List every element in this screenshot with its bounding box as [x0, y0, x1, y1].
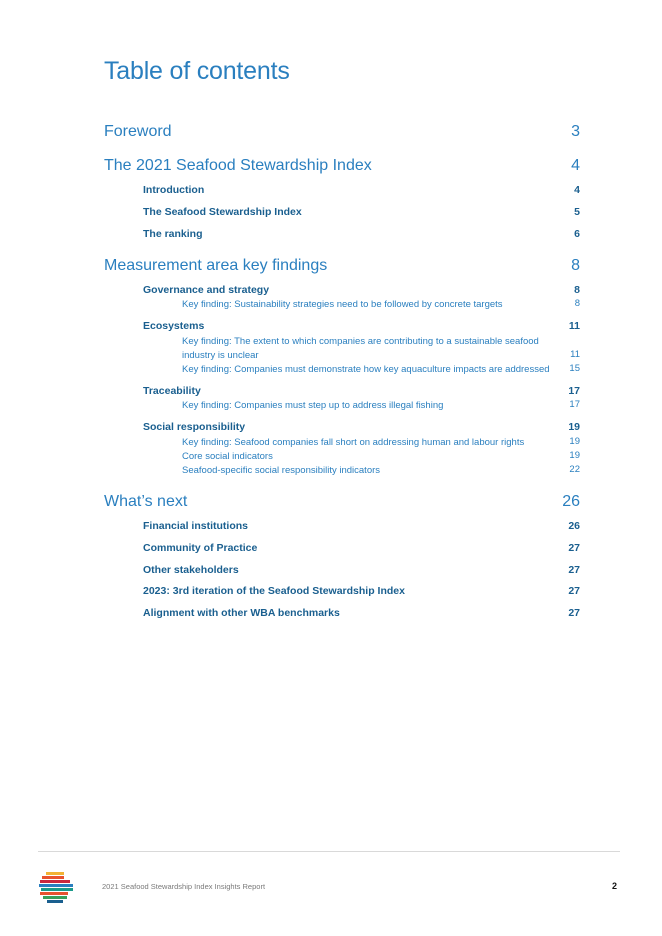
- toc-entry-level-2[interactable]: [104, 206, 580, 218]
- toc-entry-level-3[interactable]: [104, 335, 580, 363]
- toc-entry-level-1[interactable]: [104, 493, 580, 511]
- toc-entry-page: 17: [569, 399, 580, 410]
- toc-entry-page: 19: [569, 450, 580, 461]
- toc-entry-title: Seafood-specific social responsibility indicators: [182, 465, 381, 476]
- toc-entry-page: 3: [571, 123, 580, 140]
- toc-entry-level-2[interactable]: [104, 284, 580, 296]
- toc-entry-level-1[interactable]: [104, 157, 580, 175]
- toc-entry-title: Measurement area key findings: [104, 257, 328, 274]
- toc-entry-page: 8: [574, 298, 580, 309]
- toc-entry-page: 4: [571, 157, 580, 174]
- toc-entry-title: Financial institutions: [143, 520, 249, 532]
- toc-entry-level-3[interactable]: [104, 363, 580, 377]
- toc-entry-level-3[interactable]: [104, 450, 580, 464]
- toc-entry-page: 26: [568, 520, 580, 532]
- toc-entry-level-3[interactable]: [104, 464, 580, 478]
- toc-entry-title: Key finding: Companies must demonstrate how key aquaculture impacts are addressed: [182, 364, 550, 375]
- toc-entry-level-2[interactable]: [104, 542, 580, 554]
- toc-entry-page: 11: [568, 320, 580, 332]
- toc-entry-title: Key finding: Seafood companies fall short on addressing human and labour rights: [182, 437, 525, 448]
- toc-entry-title: Core social indicators: [182, 451, 273, 462]
- toc-entry-title: What’s next: [104, 493, 188, 510]
- toc-entry-page: 6: [574, 228, 580, 240]
- toc-entry-level-2[interactable]: [104, 320, 580, 332]
- toc-entry-page: 19: [569, 436, 580, 447]
- toc-entry-page: 11: [570, 349, 580, 360]
- toc-entry-level-1[interactable]: [104, 257, 580, 275]
- toc-entry-title: Ecosystems: [143, 320, 205, 332]
- toc-entry-page: 22: [569, 464, 580, 475]
- toc-entry-page: 4: [574, 184, 580, 196]
- toc-entry-page: 19: [568, 421, 580, 433]
- toc-entry-title: Key finding: The extent to which companies are contributing to a sustainable seafood industry is unclear: [182, 336, 539, 361]
- toc-entry-page: 27: [568, 607, 580, 619]
- toc-entry-title: Key finding: Companies must step up to address illegal fishing: [182, 400, 444, 411]
- toc-entry-level-3[interactable]: [104, 399, 580, 413]
- toc-entry-level-3[interactable]: [104, 298, 580, 312]
- toc-entry-page: 15: [569, 363, 580, 374]
- toc-entry-title: Alignment with other WBA benchmarks: [143, 607, 340, 619]
- page-title: Table of contents: [104, 57, 290, 85]
- toc-entry-page: 27: [568, 585, 580, 597]
- toc-entry-page: 8: [571, 257, 580, 274]
- toc-entry-title: Foreword: [104, 123, 172, 140]
- toc-entry-title: 2023: 3rd iteration of the Seafood Stewardship Index: [143, 585, 405, 597]
- toc-entry-title: Community of Practice: [143, 542, 258, 554]
- page-number: 2: [612, 881, 618, 891]
- toc-entry-page: 26: [562, 493, 580, 510]
- wba-logo-icon: [38, 870, 76, 906]
- toc-entry-title: Other stakeholders: [143, 564, 239, 576]
- toc-entry-title: The 2021 Seafood Stewardship Index: [104, 157, 372, 174]
- footer-report-name: 2021 Seafood Stewardship Index Insights Report: [102, 882, 266, 891]
- toc-entry-title: Key finding: Sustainability strategies need to be followed by concrete targets: [182, 299, 503, 310]
- toc-entry-level-2[interactable]: [104, 585, 580, 597]
- toc-entry-level-2[interactable]: [104, 228, 580, 240]
- toc-entry-level-2[interactable]: [104, 564, 580, 576]
- toc-entry-level-2[interactable]: [104, 184, 580, 196]
- toc-entry-title: Introduction: [143, 184, 205, 196]
- toc-entry-page: 17: [568, 385, 580, 397]
- toc-entry-title: The ranking: [143, 228, 203, 240]
- footer-divider: [38, 851, 620, 852]
- toc-entry-page: 27: [568, 542, 580, 554]
- toc-entry-level-1[interactable]: [104, 123, 580, 141]
- toc-entry-level-2[interactable]: [104, 421, 580, 433]
- toc-entry-level-2[interactable]: [104, 385, 580, 397]
- toc-entry-title: The Seafood Stewardship Index: [143, 206, 302, 218]
- toc-entry-title: Traceability: [143, 385, 201, 397]
- toc-entry-level-3[interactable]: [104, 436, 580, 450]
- toc-entry-title: Social responsibility: [143, 421, 246, 433]
- toc-entry-page: 8: [574, 284, 580, 296]
- toc-entry-page: 5: [574, 206, 580, 218]
- toc-entry-page: 27: [568, 564, 580, 576]
- toc-entry-level-2[interactable]: [104, 607, 580, 619]
- toc-entry-level-2[interactable]: [104, 520, 580, 532]
- toc-entry-title: Governance and strategy: [143, 284, 270, 296]
